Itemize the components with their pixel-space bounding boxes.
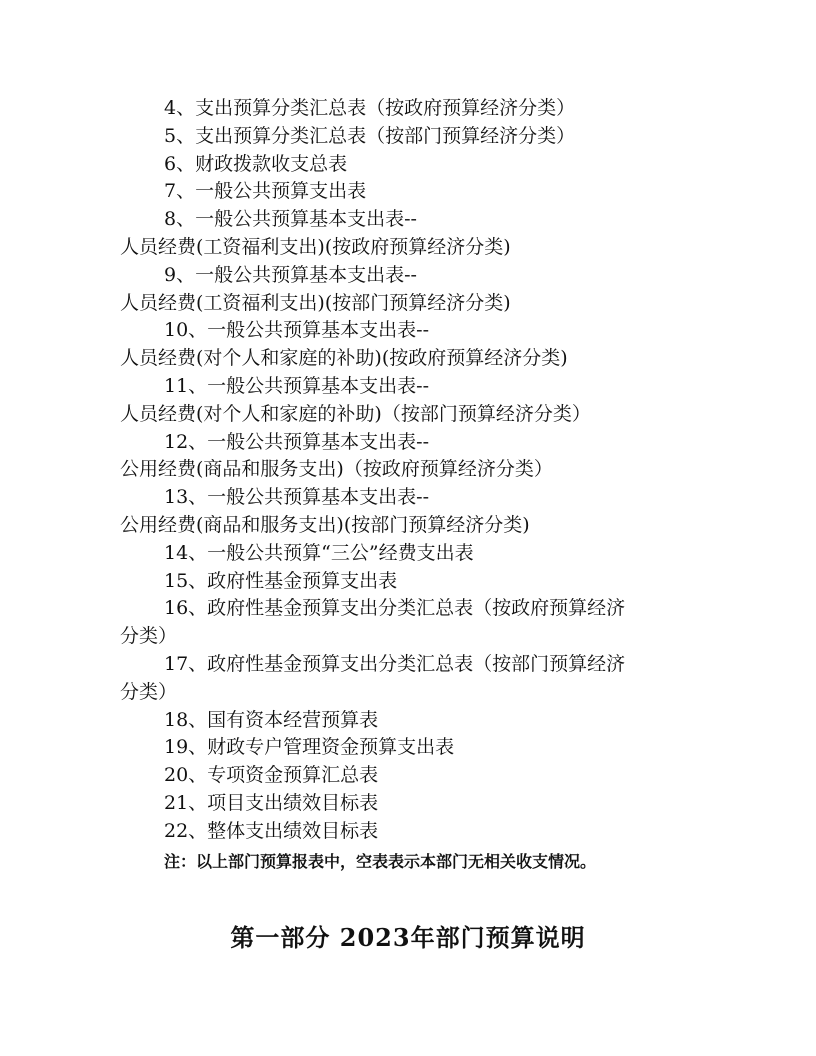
toc-item	[120, 123, 700, 151]
toc-item-label: 8、一般公共预算基本支出表--	[164, 208, 417, 231]
toc-item-label: 12、一般公共预算基本支出表--	[164, 430, 430, 453]
toc-item-label: 17、政府性基金预算支出分类汇总表（按部门预算经济	[164, 652, 626, 675]
toc-item	[120, 790, 700, 818]
toc-item-continuation: 分类）	[120, 680, 178, 703]
toc-item	[120, 178, 700, 206]
toc-item	[120, 651, 700, 707]
toc-item-label: 20、专项资金预算汇总表	[164, 764, 379, 787]
toc-item	[120, 317, 700, 373]
toc-item-continuation: 公用经费(商品和服务支出)（按政府预算经济分类）	[120, 458, 553, 481]
toc-item-continuation: 人员经费(工资福利支出)(按政府预算经济分类)	[120, 235, 511, 258]
toc-item-label: 5、支出预算分类汇总表（按部门预算经济分类）	[164, 124, 576, 147]
toc-item	[120, 540, 700, 568]
toc-item-label: 11、一般公共预算基本支出表--	[164, 374, 430, 397]
toc-item-label: 19、财政专户管理资金预算支出表	[164, 736, 455, 759]
toc-item	[120, 484, 700, 540]
toc-item-continuation: 人员经费(对个人和家庭的补助)(按政府预算经济分类)	[120, 347, 568, 370]
toc-item-label: 15、政府性基金预算支出表	[164, 569, 398, 592]
toc-item-label: 21、项目支出绩效目标表	[164, 791, 379, 814]
toc-item-continuation: 分类）	[120, 625, 178, 648]
toc-item-label: 22、整体支出绩效目标表	[164, 819, 379, 842]
toc-item	[120, 762, 700, 790]
toc-item-label: 10、一般公共预算基本支出表--	[164, 319, 430, 342]
toc-item	[120, 262, 700, 318]
toc-item	[120, 151, 700, 179]
toc-item-label: 16、政府性基金预算支出分类汇总表（按政府预算经济	[164, 597, 626, 620]
toc-note: 注：以上部门预算报表中，空表表示本部门无相关收支情况。	[164, 851, 597, 871]
toc-item	[120, 429, 700, 485]
toc-item	[120, 734, 700, 762]
toc-item-label: 4、支出预算分类汇总表（按政府预算经济分类）	[164, 97, 576, 119]
toc-item	[120, 568, 700, 596]
toc-item	[120, 595, 700, 651]
toc-item	[120, 206, 700, 262]
toc-item-label: 9、一般公共预算基本支出表--	[164, 263, 417, 286]
toc-item-label: 14、一般公共预算“三公”经费支出表	[164, 541, 474, 564]
toc-item-label: 13、一般公共预算基本支出表--	[164, 486, 430, 509]
toc-item-label: 6、财政拨款收支总表	[164, 152, 348, 175]
section-title: 第一部分 2023年部门预算说明	[230, 923, 586, 952]
toc-item-label: 7、一般公共预算支出表	[164, 180, 367, 203]
toc-item-continuation: 人员经费(对个人和家庭的补助)（按部门预算经济分类）	[120, 402, 591, 425]
toc-item	[120, 95, 700, 123]
toc-item-continuation: 公用经费(商品和服务支出)(按部门预算经济分类)	[120, 513, 530, 536]
table-of-contents	[120, 95, 700, 876]
toc-item-continuation: 人员经费(工资福利支出)(按部门预算经济分类)	[120, 291, 511, 314]
toc-item	[120, 707, 700, 735]
toc-item	[120, 373, 700, 429]
toc-item	[120, 818, 700, 846]
toc-item-label: 18、国有资本经营预算表	[164, 708, 379, 731]
